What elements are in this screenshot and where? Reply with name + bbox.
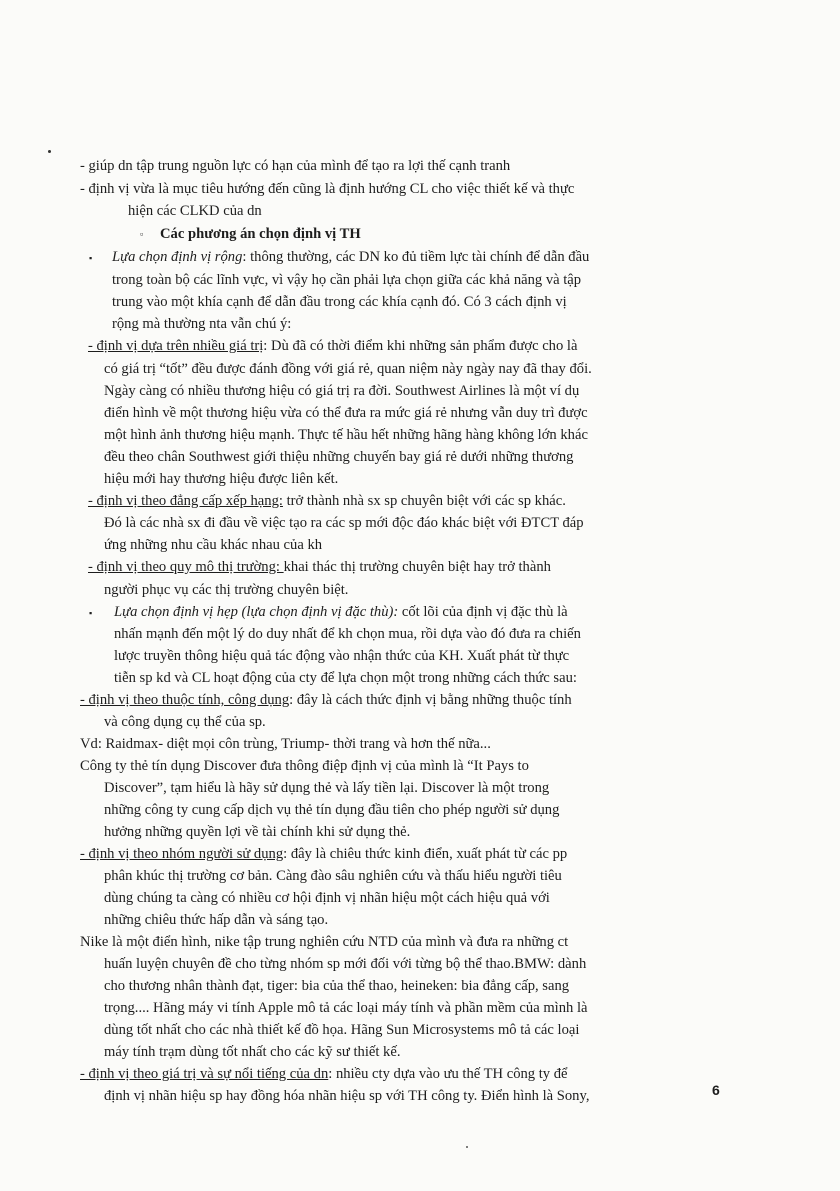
text-line: đều theo chân Southwest giới thiệu những chuyến bay giá rẻ dưới những thương	[104, 449, 574, 465]
text-line: Công ty thẻ tín dụng Discover đưa thông điệp định vị của mình là “It Pays to	[80, 758, 529, 774]
subheading: - định vị dựa trên nhiều giá trị	[88, 338, 264, 354]
text-line: hiện các CLKD của dn	[128, 203, 262, 219]
text-line: rộng mà thường nta vẫn chú ý:	[112, 316, 292, 332]
subheading: - định vị theo giá trị và sự nổi tiếng của dn	[80, 1066, 329, 1082]
text-span: : đây là cách thức định vị bằng những thuộc tính	[289, 692, 572, 708]
text-line	[80, 844, 567, 864]
option-title: Lựa chọn định vị hẹp (lựa chọn định vị đặc thù):	[114, 604, 399, 620]
option-title: Lựa chọn định vị rộng	[112, 249, 243, 265]
text-line: điển hình về một thương hiệu vừa có thể đưa ra mức giá rẻ nhưng vẫn duy trì được	[104, 405, 588, 421]
subheading: - định vị theo thuộc tính, công dụng	[80, 692, 290, 708]
text-span: : nhiều cty dựa vào ưu thế TH công ty để	[328, 1066, 568, 1082]
text-span: : đây là chiêu thức kinh điển, xuất phát từ các pp	[283, 846, 568, 862]
text-line: - giúp dn tập trung nguồn lực có hạn của mình để tạo ra lợi thế cạnh tranh	[80, 158, 511, 174]
text-span: khai thác thị trường chuyên biệt hay trở thành	[283, 559, 551, 575]
text-line: một hình ảnh thương hiệu mạnh. Thực tế hầu hết những hãng hàng không lớn khác	[104, 427, 588, 443]
text-line: cho thương nhân thành đạt, tiger: bia của thể thao, heineken: bia đẳng cấp, sang	[104, 978, 570, 994]
square-bullet-icon: ▪	[89, 608, 93, 618]
text-line: Đó là các nhà sx đi đầu về việc tạo ra các sp mới độc đáo khác biệt với ĐTCT đáp	[104, 515, 584, 531]
text-line: có giá trị “tốt” đều được đánh đồng với giá rẻ, quan niệm này ngày nay đã thay đổi.	[104, 361, 592, 377]
text-line: Vd: Raidmax- diệt mọi côn trùng, Triump- thời trang và hơn thế nữa...	[80, 736, 491, 752]
text-line: ứng những nhu cầu khác nhau của kh	[104, 537, 323, 553]
text-line	[88, 557, 551, 577]
page-number: 6	[712, 1082, 720, 1098]
subheading: - định vị theo đẳng cấp xếp hạng:	[88, 493, 283, 509]
text-line: hiệu mới hay thương hiệu được liên kết.	[104, 471, 339, 487]
text-span: cốt lõi của định vị đặc thù là	[398, 604, 568, 620]
text-line: trong toàn bộ các lĩnh vực, vì vậy họ cần phải lựa chọn giữa các khả năng và tập	[112, 272, 582, 288]
square-bullet-icon: ▪	[89, 253, 93, 263]
text-line: huấn luyện chuyên đề cho từng nhóm sp mới đối với từng bộ thể thao.BMW: dành	[104, 956, 587, 972]
text-line: nhấn mạnh đến một lý do duy nhất để kh chọn mua, rồi dựa vào đó đưa ra chiến	[114, 626, 581, 642]
text-span: : Dù đã có thời điểm khi những sản phẩm được cho là	[263, 338, 578, 354]
text-line: những công ty cung cấp dịch vụ thẻ tín dụng đầu tiên cho phép người sử dụng	[104, 802, 560, 818]
text-line: định vị nhãn hiệu sp hay đồng hóa nhãn hiệu sp với TH công ty. Điển hình là Sony,	[104, 1088, 590, 1104]
text-line: hưởng những quyền lợi về tài chính khi sử dụng thẻ.	[104, 824, 411, 840]
text-line	[80, 690, 572, 710]
text-line: người phục vụ các thị trường chuyên biệt.	[104, 582, 349, 598]
text-line	[80, 1064, 568, 1084]
text-line	[112, 247, 589, 267]
text-line: - định vị vừa là mục tiêu hướng đến cũng là định hướng CL cho việc thiết kế và thực	[80, 181, 575, 197]
text-line: dùng tốt nhất cho các nhà thiết kế đồ họa. Hãng Sun Microsystems mô tả các loại	[104, 1022, 580, 1038]
text-span: trở thành nhà sx sp chuyên biệt với các sp khác.	[282, 493, 566, 509]
subheading: - định vị theo quy mô thị trường:	[88, 559, 284, 575]
text-line: trọng.... Hãng máy vi tính Apple mô tả các loại máy tính và phần mềm của mình là	[104, 1000, 588, 1016]
text-line: Ngày càng có nhiều thương hiệu có giá trị ra đời. Southwest Airlines là một ví dụ	[104, 383, 580, 399]
text-line: dùng chúng ta càng có nhiều cơ hội định vị nhãn hiệu một cách hiệu quả với	[104, 890, 550, 906]
text-line	[88, 491, 566, 511]
text-line: Discover”, tạm hiểu là hãy sử dụng thẻ và lấy tiền lại. Discover là một trong	[104, 780, 550, 796]
text-line: tiễn sp kd và CL hoạt động của cty để lựa chọn một trong những cách thức sau:	[114, 670, 577, 686]
text-line: những chiêu thức hấp dẫn và sáng tạo.	[104, 912, 329, 928]
text-line: Nike là một điển hình, nike tập trung nghiên cứu NTD của mình và đưa ra những ct	[80, 934, 569, 950]
text-line: máy tính trạm dùng tốt nhất cho các kỹ sư thiết kế.	[104, 1044, 401, 1060]
scan-speck	[466, 1146, 468, 1148]
subheading: - định vị theo nhóm người sử dụng	[80, 846, 284, 862]
text-line: và công dụng cụ thể của sp.	[104, 714, 266, 730]
text-line: trung vào một khía cạnh để dẫn đầu trong các khía cạnh đó. Có 3 cách định vị	[112, 294, 567, 310]
text-line	[88, 336, 577, 356]
section-heading: Các phương án chọn định vị TH	[160, 226, 361, 242]
margin-dot	[48, 150, 51, 153]
text-line	[114, 602, 568, 622]
text-span: : thông thường, các DN ko đủ tiềm lực tài chính để dẫn đầu	[242, 249, 590, 265]
square-bullet-icon: ▫	[140, 229, 144, 239]
text-line: lược truyền thông hiệu quả tác động vào nhận thức của KH. Xuất phát từ thực	[114, 648, 570, 664]
text-line: phân khúc thị trường cơ bản. Càng đào sâu nghiên cứu và thấu hiểu người tiêu	[104, 868, 562, 884]
